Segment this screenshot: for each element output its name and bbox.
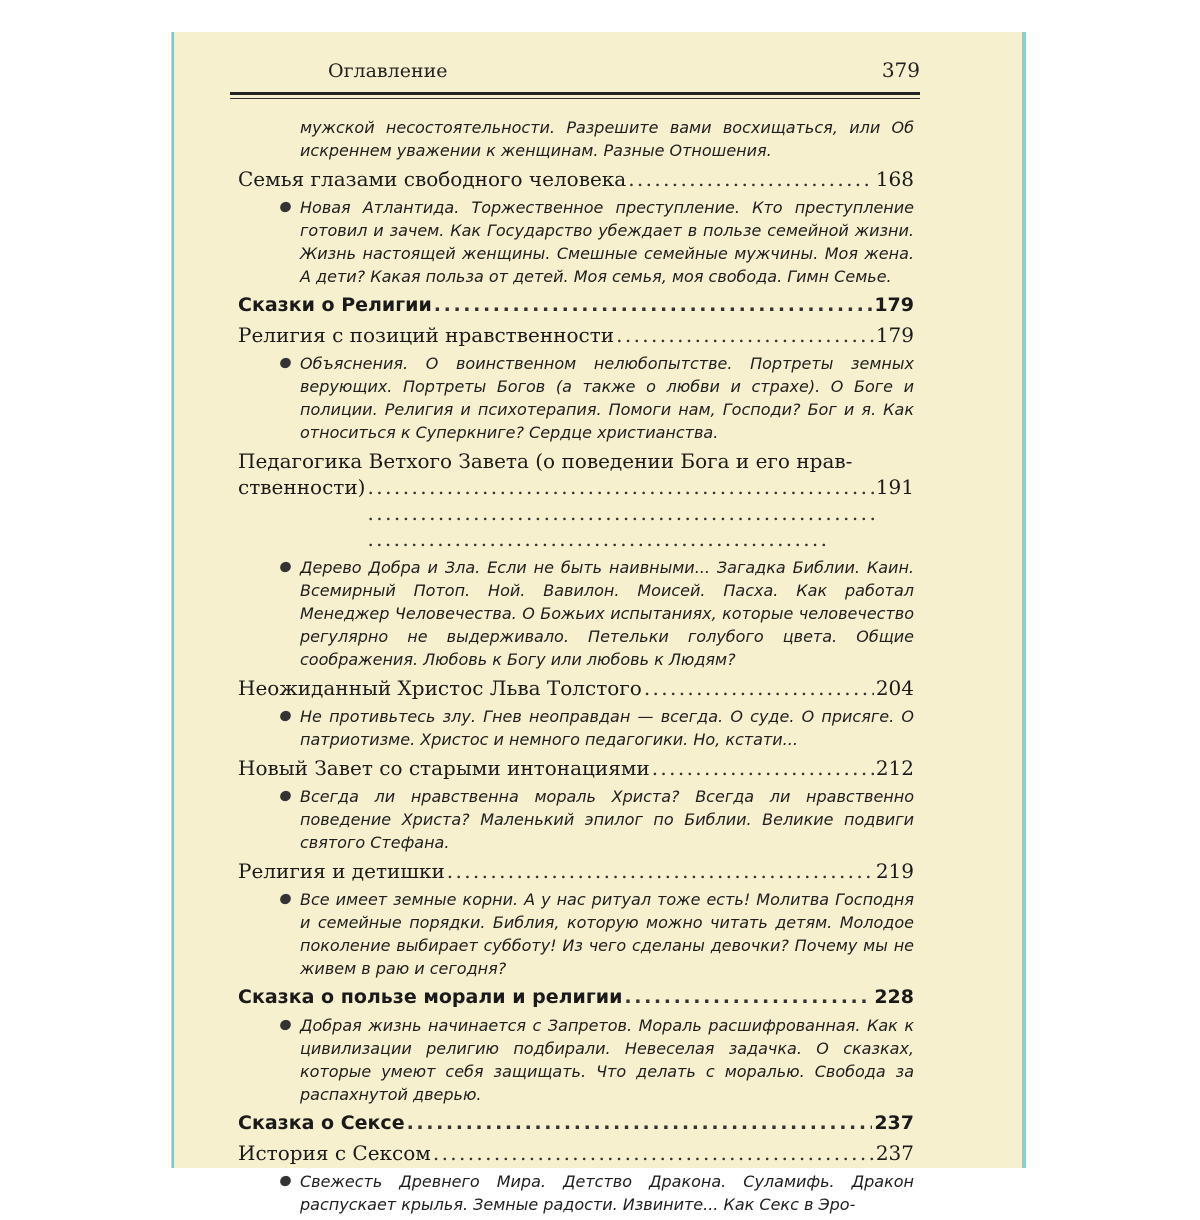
toc-entry-desc-text: Добрая жизнь начинается с Запретов. Мораль расшифрованная. Как к цивилизации религию подбирали. Невеселая задачка. О сказках, которые умеют себя защищать. Что делать с моралью. Свобода за распахнутой дверью. — [300, 1016, 914, 1104]
toc-entry-page: 219 — [875, 859, 914, 883]
toc-entry-title-line2: ственности) — [238, 475, 366, 499]
header-rule-thick — [230, 92, 920, 95]
toc-entry[interactable] — [238, 675, 914, 701]
toc-section-page: 179 — [874, 294, 914, 316]
toc-entry-page: 237 — [875, 1141, 914, 1165]
toc-entry-desc — [300, 785, 914, 854]
toc-entry-page: 191 — [875, 475, 914, 499]
toc-entry-desc-text: Всегда ли нравственна мораль Христа? Всегда ли нравственно поведение Христа? Маленький эпилог по Библии. Великие подвиги святого Стефана. — [300, 787, 914, 852]
bullet-icon — [278, 356, 293, 370]
toc-section-page: 228 — [874, 986, 914, 1008]
leader-dots — [628, 166, 874, 192]
toc-entry-title: История с Сексом — [238, 1141, 431, 1165]
toc-entry-desc-text: Все имеет земные корни. А у нас ритуал тоже есть! Молитва Господня и семейные порядки. Библия, которую можно читать детям. Молодое поколение выбирает субботу! Из чего сделаны девочки? Почему мы не живем в раю и сегодня? — [300, 890, 914, 978]
toc-entry-page: 168 — [875, 167, 914, 191]
toc-entry-title-line2-row — [238, 474, 914, 552]
toc-entry-desc — [300, 1170, 914, 1216]
toc-entry-title: Новый Завет со старыми интонациями — [238, 756, 650, 780]
header-title: Оглавление — [328, 60, 448, 82]
toc-entry[interactable] — [238, 166, 914, 192]
toc-entry-title: Религия и детишки — [238, 859, 445, 883]
toc-entry-desc-text: Не противьтесь злу. Гнев неоправдан — всегда. О суде. О присяге. О патриотизме. Христос и немного педагогики. Но, кстати... — [300, 707, 914, 749]
leader-dots — [447, 858, 874, 884]
leader-dots — [433, 1140, 874, 1166]
bullet-icon — [278, 1018, 293, 1032]
toc-entry-desc — [300, 705, 914, 751]
table-of-contents — [238, 116, 914, 1220]
toc-section-page: 237 — [874, 1112, 914, 1134]
bullet-icon — [278, 892, 293, 906]
leader-dots — [652, 755, 874, 781]
leader-dots — [434, 292, 873, 318]
leader-dots — [644, 675, 874, 701]
leader-dots — [624, 984, 872, 1010]
toc-entry-page: 212 — [875, 756, 914, 780]
running-header — [230, 60, 920, 92]
toc-entry-desc — [300, 1014, 914, 1106]
toc-desc-continuation: мужской несостоятельности. Разрешите вами восхищаться, или Об искреннем уважении к женщинам. Разные Отношения. — [300, 118, 914, 160]
toc-entry[interactable] — [238, 755, 914, 781]
toc-entry-title: Неожиданный Христос Льва Толстого — [238, 676, 642, 700]
toc-entry-desc-text: Новая Атлантида. Торжественное преступление. Кто преступление готовил и зачем. Как Государство убеждает в пользе семейной жизни. Жизнь настоящей женщины. Смешные семейные мужчины. Моя жена. А дети? Какая польза от детей. Моя семья, моя свобода. Гимн Семье. — [300, 198, 914, 286]
header-rule-thin — [230, 98, 920, 99]
bullet-icon — [278, 709, 293, 723]
toc-section-title: Сказка о пользе морали и религии — [238, 986, 623, 1008]
toc-entry[interactable] — [238, 322, 914, 348]
header-page-number: 379 — [881, 58, 920, 82]
toc-section-title: Сказка о Сексе — [238, 1112, 405, 1134]
bullet-icon — [278, 1174, 293, 1188]
toc-entry-desc — [300, 888, 914, 980]
toc-entry-desc — [300, 556, 914, 671]
toc-entry-desc — [300, 352, 914, 444]
toc-entry-page: 204 — [875, 676, 914, 700]
toc-entry-page: 179 — [875, 323, 914, 347]
bullet-icon — [278, 200, 293, 214]
toc-entry[interactable] — [238, 858, 914, 884]
leader-dots — [367, 474, 873, 552]
toc-entry-desc-text: Объяснения. О воинственном нелюбопытстве. Портреты земных верующих. Портреты Богов (а также о любви и страхе). О Боге и полиции. Религия и психотерапия. Помоги нам, Господи? Бог и я. Как относиться к Суперкниге? Сердце христианства. — [300, 354, 914, 442]
toc-section[interactable] — [238, 984, 914, 1010]
book-page — [172, 32, 1022, 1214]
toc-section-title: Сказки о Религии — [238, 294, 432, 316]
toc-entry-desc-text: Свежесть Древнего Мира. Детство Дракона. Суламифь. Дракон распускает крылья. Земные радости. Извините... Как Секс в Эро- — [300, 1172, 914, 1214]
bullet-icon — [278, 560, 293, 574]
toc-entry-title: Семья глазами свободного человека — [238, 167, 627, 191]
toc-entry-title: Религия с позиций нравственности — [238, 323, 615, 347]
toc-entry-desc-text: Дерево Добра и Зла. Если не быть наивными... Загадка Библии. Каин. Всемирный Потоп. Ной. Вавилон. Моисей. Пасха. Как работал Менеджер Человечества. О Божьих испытаниях, которые человечество регулярно не выдерживало. Петельки голубого цвета. Общие соображения. Любовь к Богу или любовь к Людям? — [300, 558, 914, 669]
toc-entry-title-line1: Педагогика Ветхого Завета (о поведении Бога и его нрав- — [238, 449, 853, 473]
toc-section[interactable] — [238, 1110, 914, 1136]
toc-section[interactable] — [238, 292, 914, 318]
leader-dots — [407, 1110, 873, 1136]
toc-entry-desc — [300, 196, 914, 288]
toc-entry-multiline[interactable] — [238, 448, 914, 552]
toc-entry[interactable] — [238, 1140, 914, 1166]
bullet-icon — [278, 789, 293, 803]
leader-dots — [616, 322, 874, 348]
